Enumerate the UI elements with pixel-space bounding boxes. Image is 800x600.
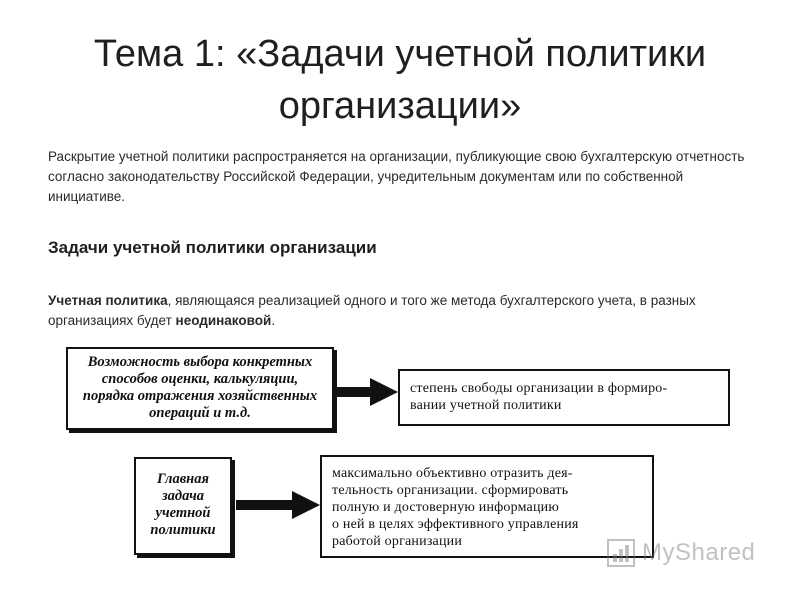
box-line: учетной xyxy=(155,505,211,521)
watermark-logo xyxy=(606,538,776,568)
box-line: степень свободы организации в формиро- xyxy=(410,381,668,396)
arrow-right-icon xyxy=(336,378,398,406)
box-line: вании учетной политики xyxy=(410,398,562,413)
box-line: максимально объективно отразить дея- xyxy=(332,466,573,481)
slide-title: Тема 1: «Задачи учетной политики организации» xyxy=(93,33,707,127)
box-line: полную и достоверную информацию xyxy=(332,500,560,515)
definition-end: . xyxy=(271,313,276,328)
box-line: о ней в целях эффективного управления xyxy=(332,517,579,532)
box-line: Возможность выбора конкретных xyxy=(87,354,313,370)
definition-emphasis: неодинаковой xyxy=(175,313,272,328)
choice-options-box xyxy=(66,347,334,430)
watermark-brand: MyShared xyxy=(642,539,756,566)
box-line: тельность организации. сформировать xyxy=(332,483,569,498)
chart-logo-icon xyxy=(606,538,636,568)
objective-reflection-box xyxy=(320,455,654,558)
definition-term: Учетная политика xyxy=(48,293,168,308)
intro-paragraph: Раскрытие учетной политики распространяется на организации, публикующие свою бухгалтерскую отчетность согласно законодательству Российской Федерации, учредительным документам или по собственной инициативе. xyxy=(48,149,745,204)
definition-paragraph xyxy=(48,291,748,331)
box-line: Главная xyxy=(157,471,209,487)
arrow-right-icon xyxy=(236,491,320,519)
main-task-box xyxy=(134,457,232,555)
box-line: способов оценки, калькуляции, xyxy=(101,371,299,387)
box-line: работой организации xyxy=(332,534,463,549)
box-line: операций и т.д. xyxy=(149,405,251,421)
box-line: задача xyxy=(161,488,205,504)
section-heading: Задачи учетной политики организации xyxy=(48,238,377,257)
definition-body: , являющаяся реализацией одного и того же метода бухгалтерского учета, в разных организациях будет xyxy=(48,293,696,328)
box-line: порядка отражения хозяйственных xyxy=(82,388,318,404)
freedom-degree-box xyxy=(398,369,730,426)
box-line: политики xyxy=(150,522,216,538)
